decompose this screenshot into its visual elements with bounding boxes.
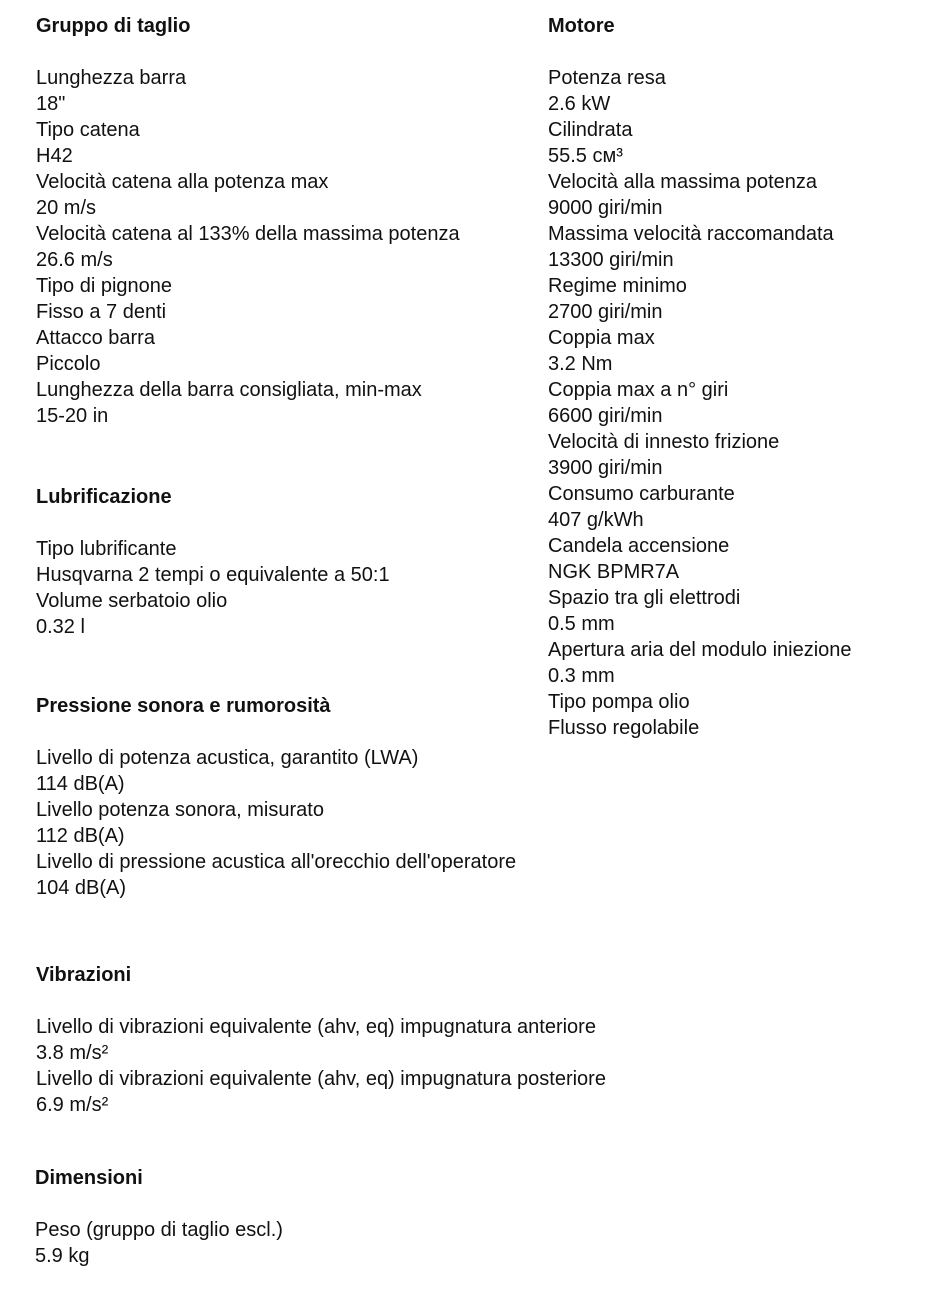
spec-label: Peso (gruppo di taglio escl.): [35, 1219, 283, 1241]
spec-value: 55.5 см³: [548, 145, 623, 167]
spec-value: Fisso a 7 denti: [36, 301, 167, 323]
spec-label: Lunghezza barra: [36, 67, 187, 89]
spec-value: 104 dB(A): [36, 877, 127, 899]
spec-value: 15-20 in: [36, 405, 109, 427]
spec-value: 0.32 l: [36, 616, 85, 638]
spec-value: 114 dB(A): [36, 773, 125, 795]
spec-value: 6600 giri/min: [548, 405, 663, 427]
spec-label: Livello di vibrazioni equivalente (ahv, eq) impugnatura anteriore: [36, 1016, 596, 1038]
spec-value: 407 g/kWh: [548, 509, 644, 531]
spec-label: Tipo lubrificante: [36, 538, 177, 560]
spec-list: [35, 1217, 283, 1269]
spec-value: 6.9 m/s²: [36, 1094, 109, 1116]
spec-list: [36, 536, 390, 640]
spec-value: Flusso regolabile: [548, 717, 700, 739]
spec-label: Velocità di innesto frizione: [548, 431, 780, 453]
spec-label: Velocità catena al 133% della massima potenza: [36, 223, 460, 245]
spec-label: Coppia max: [548, 327, 655, 349]
spec-label: Livello di pressione acustica all'orecchio dell'operatore: [36, 851, 517, 873]
spec-value: 3.2 Nm: [548, 353, 613, 375]
spec-value: 9000 giri/min: [548, 197, 663, 219]
section-lubrificazione: [36, 484, 390, 640]
section-title: Dimensioni: [35, 1167, 143, 1189]
spec-value: 13300 giri/min: [548, 249, 674, 271]
spec-label: Livello di potenza acustica, garantito (LWA): [36, 747, 419, 769]
section-pressione-sonora: [36, 693, 516, 901]
spec-value: 20 m/s: [36, 197, 97, 219]
spec-label: Attacco barra: [36, 327, 155, 349]
spec-value: 3.8 m/s²: [36, 1042, 109, 1064]
spec-value: 18": [36, 93, 66, 115]
spec-label: Coppia max a n° giri: [548, 379, 729, 401]
spec-label: Tipo pompa olio: [548, 691, 690, 713]
spec-value: 5.9 kg: [35, 1245, 90, 1267]
spec-label: Spazio tra gli elettrodi: [548, 587, 741, 609]
spec-list: [36, 65, 460, 429]
spec-label: Tipo catena: [36, 119, 140, 141]
spec-value: 0.5 mm: [548, 613, 615, 635]
spec-value: Husqvarna 2 tempi o equivalente a 50:1: [36, 564, 390, 586]
section-vibrazioni: [36, 962, 606, 1118]
spec-label: Potenza resa: [548, 67, 666, 89]
spec-label: Consumo carburante: [548, 483, 735, 505]
spec-label: Velocità alla massima potenza: [548, 171, 818, 193]
section-title: Motore: [548, 15, 615, 37]
spec-label: Velocità catena alla potenza max: [36, 171, 329, 193]
spec-value: 2.6 kW: [548, 93, 611, 115]
spec-value: NGK BPMR7A: [548, 561, 680, 583]
spec-label: Lunghezza della barra consigliata, min-max: [36, 379, 422, 401]
spec-value: Piccolo: [36, 353, 101, 375]
spec-label: Volume serbatoio olio: [36, 590, 228, 612]
spec-label: Livello potenza sonora, misurato: [36, 799, 324, 821]
spec-value: 112 dB(A): [36, 825, 125, 847]
spec-label: Massima velocità raccomandata: [548, 223, 834, 245]
section-title: Vibrazioni: [36, 964, 132, 986]
spec-list: [36, 745, 516, 901]
spec-value: 0.3 mm: [548, 665, 615, 687]
spec-label: Apertura aria del modulo iniezione: [548, 639, 852, 661]
spec-value: 2700 giri/min: [548, 301, 663, 323]
spec-label: Tipo di pignone: [36, 275, 173, 297]
section-dimensioni: [35, 1165, 283, 1269]
spec-value: 3900 giri/min: [548, 457, 663, 479]
section-title: Gruppo di taglio: [36, 15, 191, 37]
spec-list: [548, 65, 852, 741]
section-title: Lubrificazione: [36, 486, 172, 508]
section-title: Pressione sonora e rumorosità: [36, 695, 331, 717]
spec-label: Cilindrata: [548, 119, 633, 141]
section-motore: [548, 13, 852, 741]
spec-value: H42: [36, 145, 73, 167]
spec-label: Candela accensione: [548, 535, 730, 557]
spec-label: Livello di vibrazioni equivalente (ahv, eq) impugnatura posteriore: [36, 1068, 606, 1090]
section-gruppo-di-taglio: [36, 13, 460, 429]
spec-list: [36, 1014, 606, 1118]
spec-label: Regime minimo: [548, 275, 687, 297]
spec-value: 26.6 m/s: [36, 249, 113, 271]
